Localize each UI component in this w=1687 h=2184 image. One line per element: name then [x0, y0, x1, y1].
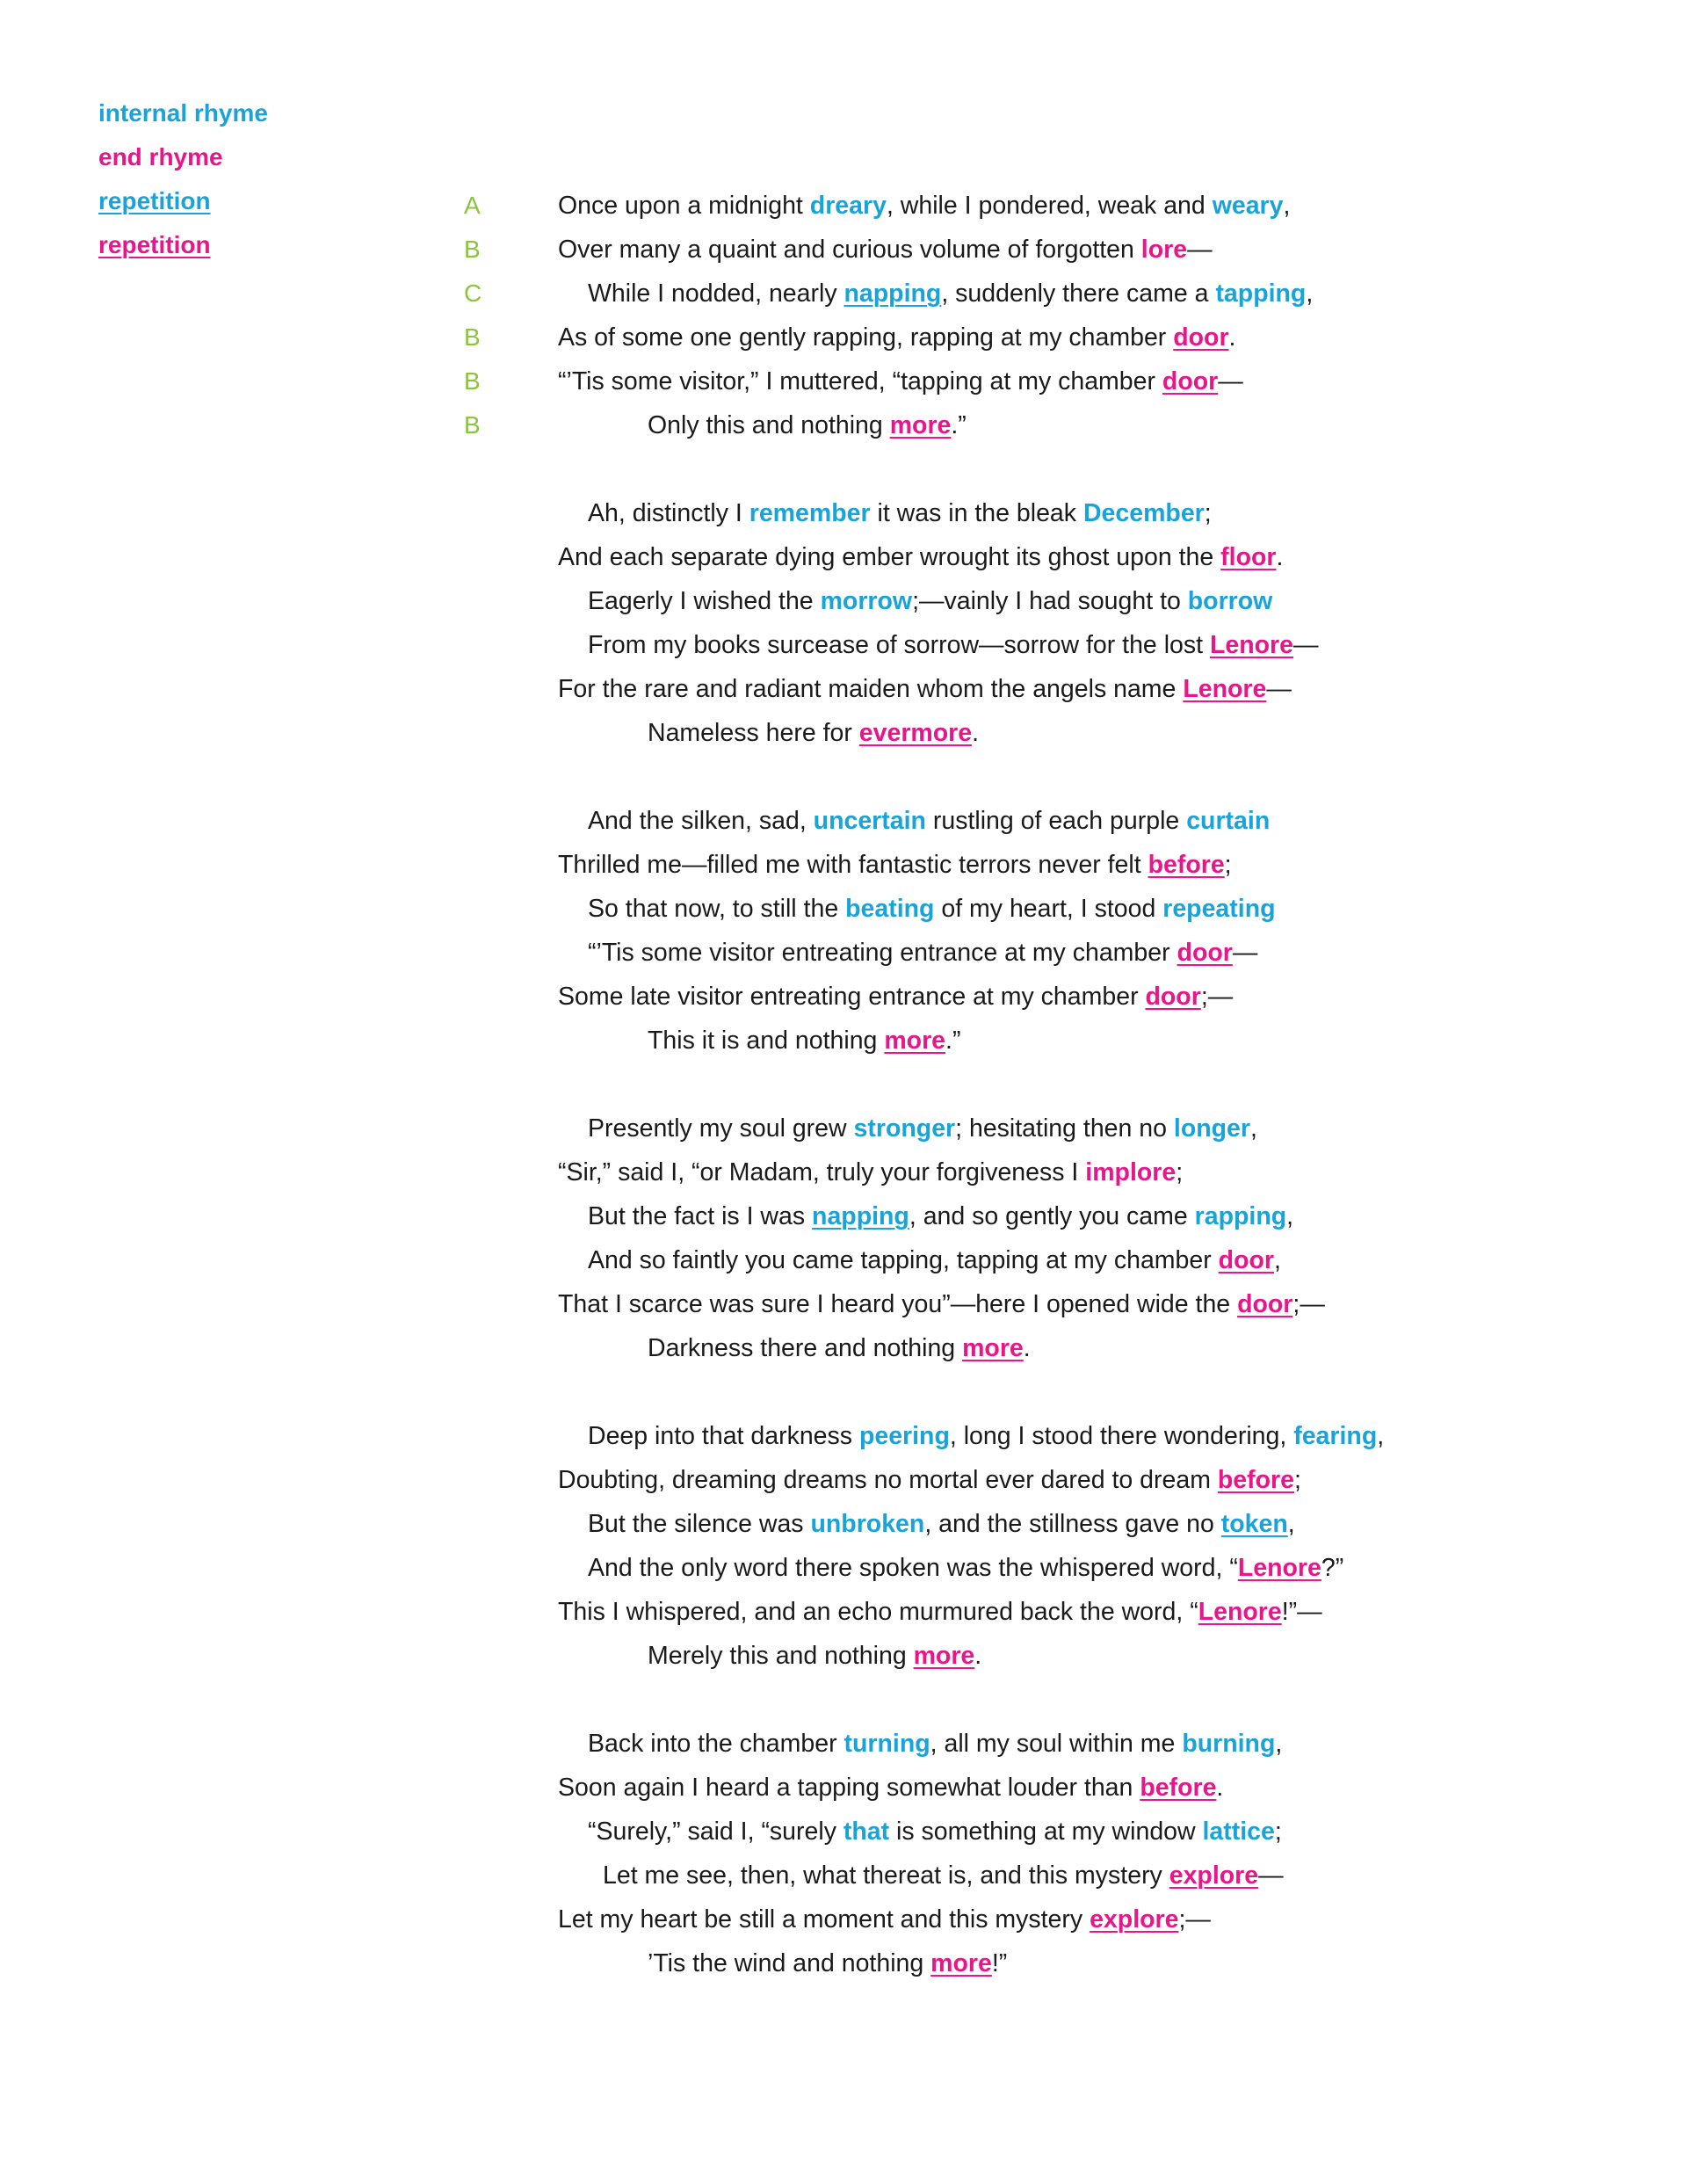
text-segment: Darkness there and nothing [648, 1334, 963, 1362]
rhyme-scheme-letter: B [464, 411, 481, 439]
poem-line [0, 228, 1687, 272]
line-text [558, 1590, 1322, 1634]
legend-repetition-end: repetition [98, 231, 211, 258]
poem-line [0, 1019, 1687, 1063]
rhyme-scheme-letter: C [464, 279, 482, 307]
internal-rhyme-word: borrow [1187, 587, 1273, 615]
poem-line [0, 403, 1687, 447]
text-segment: ; [1204, 499, 1212, 527]
poem-line [0, 1238, 1687, 1282]
poem-line [0, 1326, 1687, 1370]
poem-line [0, 535, 1687, 579]
text-segment: Let me see, then, what thereat is, and this mystery [603, 1861, 1169, 1890]
line-text [588, 799, 1270, 843]
poem-line [0, 887, 1687, 931]
stanza-break [0, 1678, 1687, 1722]
text-segment: ; [1224, 851, 1232, 879]
text-segment: rustling of each purple [925, 807, 1187, 835]
line-text [558, 359, 1243, 403]
text-segment: . [972, 719, 980, 747]
internal-rhyme-word: turning [844, 1730, 930, 1758]
text-segment: , long I stood there wondering, [949, 1422, 1294, 1450]
text-segment: ;— [1178, 1905, 1211, 1934]
end-rhyme-word: more [962, 1334, 1024, 1362]
text-segment: But the silence was [588, 1510, 811, 1538]
legend-end-rhyme: end rhyme [98, 143, 223, 171]
end-rhyme-word: Lenore [1237, 1554, 1321, 1582]
end-rhyme-word: door [1218, 1246, 1274, 1274]
line-text [588, 1414, 1384, 1458]
text-segment: , [1275, 1730, 1283, 1758]
internal-rhyme-word: burning [1182, 1730, 1276, 1758]
end-rhyme-word: before [1217, 1466, 1294, 1494]
line-text [558, 316, 1235, 359]
line-text [558, 1150, 1183, 1194]
text-segment: ;—vainly I had sought to [912, 587, 1188, 615]
text-segment: , and the stillness gave no [924, 1510, 1221, 1538]
internal-rhyme-word: stronger [853, 1114, 956, 1143]
line-text [558, 1766, 1223, 1810]
line-text [558, 1282, 1325, 1326]
text-segment: — [1258, 1861, 1284, 1890]
poem-line [0, 1810, 1687, 1854]
text-segment: And the only word there spoken was the whispered word, “ [588, 1554, 1238, 1582]
poem-line [0, 1458, 1687, 1502]
end-rhyme-word: door [1237, 1290, 1293, 1318]
internal-rhyme-word: uncertain [813, 807, 926, 835]
line-text [588, 272, 1313, 316]
text-segment: But the fact is I was [588, 1202, 813, 1230]
line-text [558, 535, 1283, 579]
text-segment: Merely this and nothing [648, 1642, 914, 1670]
end-rhyme-word: lore [1140, 236, 1188, 264]
end-rhyme-word: door [1162, 367, 1219, 395]
text-segment: Back into the chamber [588, 1730, 844, 1758]
poem-line [0, 491, 1687, 535]
text-segment: is something at my window [889, 1818, 1203, 1846]
internal-rhyme-word: remember [749, 499, 871, 527]
text-segment: ; [1294, 1466, 1301, 1494]
internal-rhyme-word: fearing [1293, 1422, 1378, 1450]
text-segment: Ah, distinctly I [588, 499, 749, 527]
internal-rhyme-word: curtain [1186, 807, 1271, 835]
poem-line [0, 1766, 1687, 1810]
line-text [588, 1722, 1282, 1766]
rhyme-scheme-letter: A [464, 192, 481, 219]
poem-line [0, 1502, 1687, 1546]
poem-line [0, 272, 1687, 316]
stanza-break [0, 1063, 1687, 1107]
text-segment: ; [1176, 1158, 1184, 1186]
line-text [603, 1854, 1284, 1897]
internal-rhyme-word: dreary [809, 192, 887, 220]
end-rhyme-word: floor [1220, 543, 1277, 571]
text-segment: Eagerly I wished the [588, 587, 821, 615]
internal-rhyme-word: morrow [820, 587, 913, 615]
end-rhyme-word: Lenore [1209, 631, 1293, 659]
text-segment: , [1286, 1202, 1294, 1230]
poem-line [0, 1854, 1687, 1897]
internal-rhyme-word: rapping [1194, 1202, 1287, 1230]
line-text [588, 931, 1257, 975]
end-rhyme-word: Lenore [1183, 675, 1267, 703]
text-segment: . [1023, 1334, 1031, 1362]
line-text [648, 1941, 1007, 1985]
text-segment: . [1216, 1774, 1224, 1802]
internal-rhyme-word: longer [1173, 1114, 1250, 1143]
text-segment: Presently my soul grew [588, 1114, 854, 1143]
poem-line [0, 316, 1687, 359]
line-text [588, 887, 1276, 931]
line-text [588, 1194, 1293, 1238]
line-text [648, 711, 979, 755]
end-rhyme-word: more [913, 1642, 975, 1670]
end-rhyme-word: more [889, 411, 952, 439]
text-segment: Once upon a midnight [558, 192, 810, 220]
text-segment: ?” [1321, 1554, 1344, 1582]
text-segment: !” [991, 1949, 1008, 1977]
line-text [588, 1502, 1295, 1546]
text-segment: — [1293, 631, 1319, 659]
text-segment: — [1187, 236, 1213, 264]
text-segment: , suddenly there came a [941, 279, 1216, 308]
end-rhyme-word: more [884, 1027, 946, 1055]
text-segment: Doubting, dreaming dreams no mortal ever dared to dream [558, 1466, 1218, 1494]
poem-line [0, 799, 1687, 843]
line-text [558, 667, 1292, 711]
text-segment: ;— [1292, 1290, 1325, 1318]
internal-rhyme-word: napping [812, 1202, 909, 1230]
line-text [648, 1326, 1031, 1370]
poem-line [0, 1590, 1687, 1634]
end-rhyme-word: door [1173, 323, 1229, 352]
text-segment: “Sir,” said I, “or Madam, truly your forgiveness I [558, 1158, 1086, 1186]
internal-rhyme-word: napping [844, 279, 942, 308]
text-segment: , all my soul within me [930, 1730, 1183, 1758]
text-segment: — [1232, 939, 1258, 967]
text-segment: Deep into that darkness [588, 1422, 859, 1450]
end-rhyme-word: evermore [858, 719, 973, 747]
poem-line [0, 667, 1687, 711]
end-rhyme-word: door [1177, 939, 1233, 967]
poem-line [0, 843, 1687, 887]
legend-internal-rhyme: internal rhyme [98, 99, 268, 127]
text-segment: That I scarce was sure I heard you”—here I opened wide the [558, 1290, 1238, 1318]
text-segment: . [974, 1642, 982, 1670]
legend-repetition-internal: repetition [98, 187, 211, 214]
text-segment: ; hesitating then no [955, 1114, 1174, 1143]
text-segment: This I whispered, and an echo murmured back the word, “ [558, 1598, 1198, 1626]
text-segment: — [1218, 367, 1243, 395]
end-rhyme-word: door [1145, 983, 1201, 1011]
line-text [558, 843, 1232, 887]
text-segment: it was in the bleak [870, 499, 1083, 527]
end-rhyme-word: before [1140, 1774, 1217, 1802]
text-segment: Some late visitor entreating entrance at my chamber [558, 983, 1146, 1011]
text-segment: , [1377, 1422, 1385, 1450]
text-segment: From my books surcease of sorrow—sorrow for the lost [588, 631, 1210, 659]
text-segment: As of some one gently rapping, rapping at my chamber [558, 323, 1174, 352]
poem-line [0, 711, 1687, 755]
line-text [588, 1107, 1257, 1150]
text-segment: Thrilled me—filled me with fantastic terrors never felt [558, 851, 1148, 879]
line-text [588, 1546, 1343, 1590]
end-rhyme-word: Lenore [1198, 1598, 1282, 1626]
line-text [588, 1238, 1281, 1282]
end-rhyme-word: explore [1169, 1861, 1259, 1890]
line-text [558, 184, 1290, 228]
line-text [648, 1634, 981, 1678]
poem-line [0, 1634, 1687, 1678]
poem-line [0, 1546, 1687, 1590]
internal-rhyme-word: December [1082, 499, 1205, 527]
text-segment: — [1266, 675, 1292, 703]
text-segment: This it is and nothing [648, 1027, 885, 1055]
poem-line [0, 931, 1687, 975]
stanza-break [0, 447, 1687, 491]
text-segment: , [1250, 1114, 1257, 1143]
text-segment: Nameless here for [648, 719, 859, 747]
poem-line [0, 623, 1687, 667]
poem-line [0, 359, 1687, 403]
text-segment: ’Tis the wind and nothing [648, 1949, 931, 1977]
text-segment: Over many a quaint and curious volume of forgotten [558, 236, 1141, 264]
poem-line [0, 975, 1687, 1019]
internal-rhyme-word: weary [1212, 192, 1284, 220]
text-segment: .” [951, 411, 967, 439]
internal-rhyme-word: lattice [1202, 1818, 1275, 1846]
text-segment: !”— [1281, 1598, 1322, 1626]
poem-line [0, 1282, 1687, 1326]
line-text [588, 623, 1319, 667]
text-segment: , [1306, 279, 1314, 308]
text-segment: , and so gently you came [909, 1202, 1195, 1230]
end-rhyme-word: more [930, 1949, 992, 1977]
poem [0, 184, 1687, 1985]
text-segment: , [1273, 1246, 1281, 1274]
text-segment: Only this and nothing [648, 411, 890, 439]
internal-rhyme-word: that [843, 1818, 890, 1846]
line-text [588, 491, 1212, 535]
internal-rhyme-word: peering [858, 1422, 950, 1450]
poem-line [0, 579, 1687, 623]
poem-line [0, 1941, 1687, 1985]
internal-rhyme-word: tapping [1215, 279, 1307, 308]
poem-line [0, 1107, 1687, 1150]
internal-rhyme-word: repeating [1162, 895, 1276, 923]
text-segment: of my heart, I stood [934, 895, 1163, 923]
end-rhyme-word: before [1148, 851, 1225, 879]
text-segment: And the silken, sad, [588, 807, 814, 835]
poem-line [0, 1150, 1687, 1194]
text-segment: , [1283, 192, 1291, 220]
text-segment: ;— [1200, 983, 1234, 1011]
text-segment: And each separate dying ember wrought its ghost upon the [558, 543, 1221, 571]
internal-rhyme-word: token [1220, 1510, 1288, 1538]
rhyme-scheme-letter: B [464, 367, 481, 395]
stanza-break [0, 1370, 1687, 1414]
poem-line [0, 1722, 1687, 1766]
poem-line [0, 184, 1687, 228]
text-segment: “Surely,” said I, “surely [588, 1818, 844, 1846]
line-text [588, 1810, 1282, 1854]
text-segment: . [1276, 543, 1284, 571]
rhyme-scheme-letter: B [464, 323, 481, 351]
internal-rhyme-word: beating [845, 895, 935, 923]
line-text [648, 1019, 960, 1063]
line-text [558, 1897, 1211, 1941]
poem-line [0, 1194, 1687, 1238]
poem-line [0, 1414, 1687, 1458]
poem-line [0, 1897, 1687, 1941]
text-segment: .” [945, 1027, 961, 1055]
internal-rhyme-word: unbroken [810, 1510, 925, 1538]
text-segment: While I nodded, nearly [588, 279, 844, 308]
text-segment: . [1228, 323, 1236, 352]
end-rhyme-word: explore [1090, 1905, 1179, 1934]
text-segment: For the rare and radiant maiden whom the angels name [558, 675, 1184, 703]
stanza-break [0, 755, 1687, 799]
line-text [558, 975, 1233, 1019]
line-text [558, 228, 1213, 272]
text-segment: “’Tis some visitor,” I muttered, “tapping at my chamber [558, 367, 1162, 395]
text-segment: , while I pondered, weak and [886, 192, 1213, 220]
text-segment: Let my heart be still a moment and this mystery [558, 1905, 1090, 1934]
text-segment: Soon again I heard a tapping somewhat louder than [558, 1774, 1140, 1802]
line-text [648, 403, 967, 447]
rhyme-scheme-letter: B [464, 236, 481, 263]
text-segment: “’Tis some visitor entreating entrance at my chamber [588, 939, 1177, 967]
text-segment: , [1287, 1510, 1295, 1538]
text-segment: ; [1274, 1818, 1282, 1846]
text-segment: And so faintly you came tapping, tapping at my chamber [588, 1246, 1219, 1274]
line-text [588, 579, 1272, 623]
line-text [558, 1458, 1301, 1502]
end-rhyme-word: implore [1085, 1158, 1177, 1186]
text-segment: So that now, to still the [588, 895, 846, 923]
